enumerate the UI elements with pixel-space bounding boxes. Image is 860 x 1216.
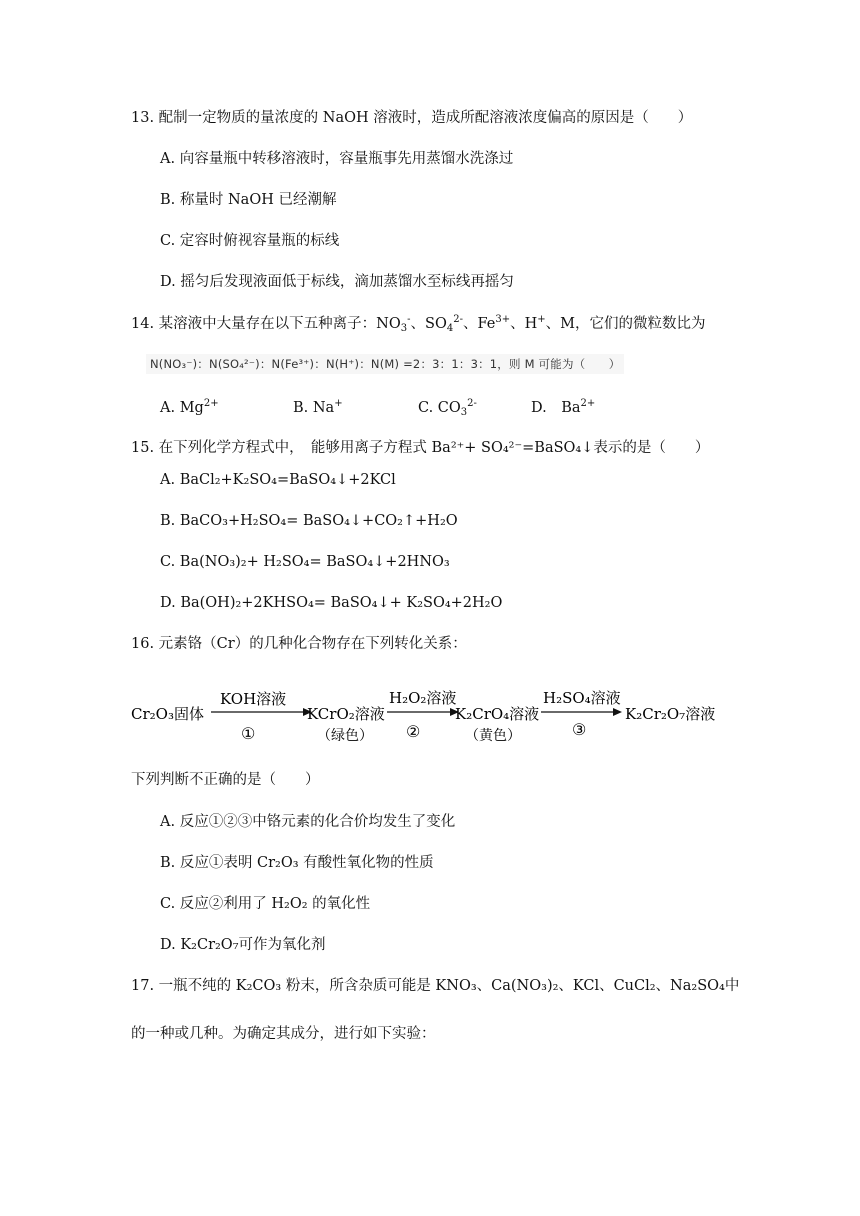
q14-option-c [418, 398, 477, 418]
q14-option-a [160, 398, 219, 418]
q14-stem: 14. 某溶液中大量存在以下五种离子：$NO_3^-$、$SO_4^{2-}$、$Fe^{3+}$、H+、M，它们的微粒数比为 [131, 314, 706, 334]
q16-judge: 下列判断不正确的是（ ） [131, 772, 320, 788]
q14-option-c-text: C. CO [418, 400, 461, 416]
scheme-k2cro4: K₂CrO₄溶液 [455, 705, 540, 723]
q15-option-d: D. Ba(OH)₂+2KHSO₄= BaSO₄↓+ K₂SO₄+2H₂O [160, 595, 503, 611]
q16-stem: 16. 元素铬（Cr）的几种化合物存在下列转化关系： [131, 636, 467, 652]
scheme-cr2o3: Cr₂O₃固体 [131, 705, 204, 723]
scheme-arrowhead-3 [613, 708, 622, 716]
scheme-step-2: ② [406, 722, 421, 741]
q14-option-a-text: A. Mg [160, 400, 204, 416]
scheme-kcro2: KCrO₂溶液 [307, 705, 385, 723]
q13-option-d: D. 摇匀后发现液面低于标线，滴加蒸馏水至标线再摇匀 [160, 274, 514, 290]
q16-option-b: B. 反应①表明 Cr₂O₃ 有酸性氧化物的性质 [160, 855, 434, 871]
q14-stem-prefix: 14. 某溶液中大量存在以下五种离子：NO [131, 316, 401, 332]
q14-stem-mid2: 、Fe [462, 316, 496, 332]
q14-option-b-text: B. Na [293, 400, 335, 416]
q16-option-a: A. 反应①②③中铬元素的化合价均发生了变化 [160, 814, 456, 830]
scheme-color-yellow: （黄色） [465, 728, 521, 744]
scheme-k2cr2o7: K₂Cr₂O₇溶液 [625, 705, 716, 723]
q14-stem-mid: 、SO [410, 316, 447, 332]
q14-option-b [293, 398, 343, 418]
scheme-reagent-2: H₂O₂溶液 [389, 689, 457, 707]
q13-stem: 13. 配制一定物质的量浓度的 NaOH 溶液时，造成所配溶液浓度偏高的原因是（ ） [131, 110, 693, 126]
q14-stem-suffix: 、M，它们的微粒数比为 [545, 316, 706, 332]
conversion-scheme [131, 682, 731, 752]
q17-line-2: 的一种或几种。为确定其成分，进行如下实验： [131, 1026, 436, 1042]
q14-option-c-sub: 3 [460, 407, 468, 418]
q14-option-d-text: D. Ba [531, 400, 581, 416]
q15-option-a: A. BaCl₂+K₂SO₄=BaSO₄↓+2KCl [160, 472, 396, 488]
q14-ratio-image: N(NO₃⁻)：N(SO₄²⁻)：N(Fe³⁺)：N(H⁺)：N(M) =2：3：1：3：1，则 M 可能为（ ） [146, 354, 624, 374]
q15-option-c: C. Ba(NO₃)₂+ H₂SO₄= BaSO₄↓+2HNO₃ [160, 554, 450, 570]
q13-option-a: A. 向容量瓶中转移溶液时，容量瓶事先用蒸馏水洗涤过 [160, 151, 514, 167]
q16-option-c: C. 反应②利用了 H₂O₂ 的氧化性 [160, 896, 371, 912]
q14-option-d [531, 398, 595, 418]
q14-stem-mid3: 、H [510, 316, 538, 332]
q14-option-d-sup: 2+ [580, 398, 596, 409]
q17-line-1: 17. 一瓶不纯的 K₂CO₃ 粉末，所含杂质可能是 KNO₃、Ca(NO₃)₂、KCl、CuCl₂、Na₂SO₄中 [131, 978, 740, 994]
q14-option-a-sup: 2+ [203, 398, 219, 409]
q13-option-c: C. 定容时俯视容量瓶的标线 [160, 233, 340, 249]
q14-option-b-sup: + [334, 398, 343, 409]
scheme-color-green: （绿色） [317, 728, 373, 744]
scheme-reagent-1: KOH溶液 [220, 690, 287, 708]
q13-option-b: B. 称量时 NaOH 已经潮解 [160, 192, 337, 208]
q16-option-d: D. K₂Cr₂O₇可作为氧化剂 [160, 937, 326, 953]
q14-option-c-sup: 2- [467, 398, 477, 409]
conversion-scheme-svg [131, 682, 731, 752]
scheme-reagent-3: H₂SO₄溶液 [543, 689, 621, 707]
scheme-step-1: ① [241, 724, 256, 743]
q15-stem: 15. 在下列化学方程式中， 能够用离子方程式 Ba²⁺+ SO₄²⁻=BaSO₄↓表示的是（ ） [131, 440, 710, 456]
q15-option-b: B. BaCO₃+H₂SO₄= BaSO₄↓+CO₂↑+H₂O [160, 513, 458, 529]
scheme-step-3: ③ [572, 720, 587, 739]
